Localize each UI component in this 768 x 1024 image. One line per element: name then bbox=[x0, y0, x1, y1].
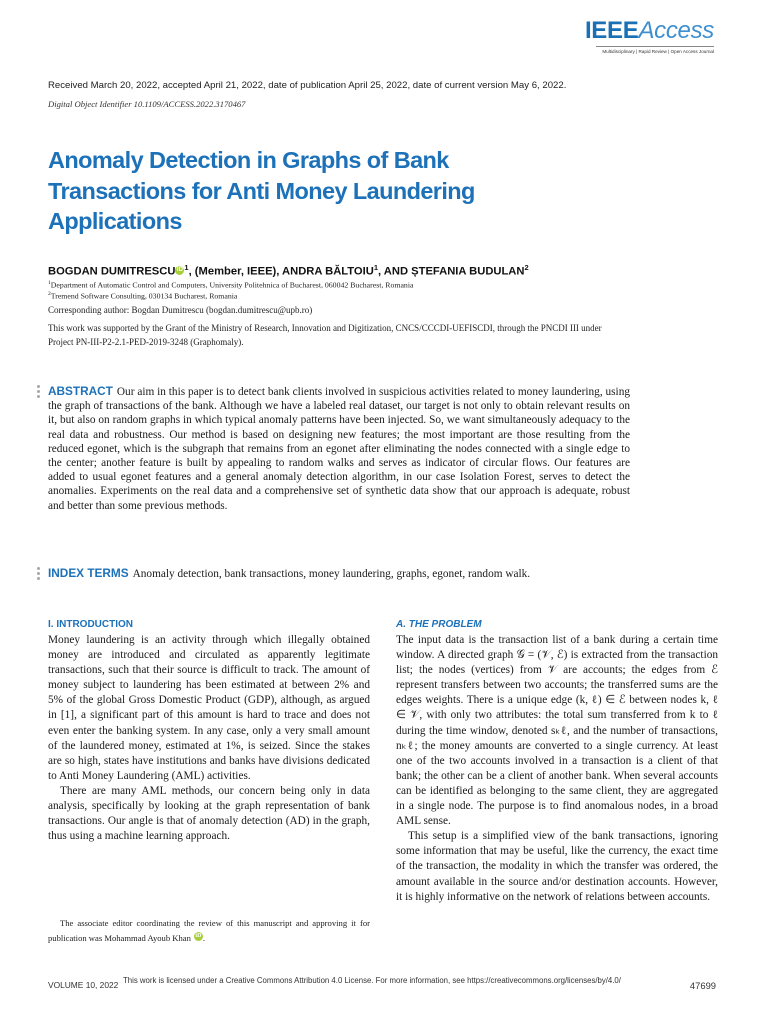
index-terms-text: Anomaly detection, bank transactions, money laundering, graphs, egonet, random walk. bbox=[132, 568, 531, 580]
index-terms bbox=[48, 566, 648, 581]
journal-logo bbox=[585, 18, 714, 54]
affiliation-1-text: Department of Automatic Control and Computers, University Politehnica of Bucharest, 060042 Bucharest, Romania bbox=[50, 280, 414, 290]
author-1-suffix: , (Member, IEEE), ANDRA BĂLTOIU bbox=[188, 265, 374, 278]
right-column bbox=[396, 618, 718, 905]
publication-dates: Received March 20, 2022, accepted April 21, 2022, date of publication April 25, 2022, date of current version May 6, 2022. bbox=[48, 80, 567, 91]
editor-footnote: The associate editor coordinating the review of this manuscript and approving it for publication was Mohammad Ayoub Khan iD . bbox=[48, 918, 370, 943]
logo-access: Access bbox=[638, 17, 714, 44]
author-1-affil: 1 bbox=[184, 263, 189, 272]
affiliation-2-sup: 2 bbox=[48, 291, 51, 297]
doi: Digital Object Identifier 10.1109/ACCESS.2022.3170467 bbox=[48, 99, 246, 109]
orcid-icon[interactable]: iD bbox=[176, 266, 183, 273]
abstract-label: ABSTRACT bbox=[48, 384, 113, 398]
footnote-text: The associate editor coordinating the review of this manuscript and approving it for publication was Mohammad Ayoub Khan bbox=[48, 918, 370, 943]
logo-ieee: IEEE bbox=[584, 17, 639, 44]
left-column bbox=[48, 618, 370, 844]
intro-heading: I. INTRODUCTION bbox=[48, 619, 133, 630]
page-number: 47699 bbox=[689, 980, 716, 991]
footer-volume: VOLUME 10, 2022 bbox=[48, 980, 119, 990]
affiliation-2-text: Tremend Software Consulting, 030134 Bucharest, Romania bbox=[50, 291, 238, 301]
logo-tagline: Multidisciplinary | Rapid Review | Open Access Journal bbox=[602, 49, 714, 54]
logo-wordmark bbox=[585, 18, 714, 44]
problem-heading: A. THE PROBLEM bbox=[396, 619, 482, 630]
intro-paragraph-1: Money laundering is an activity through which illegally obtained money are introduced and circulated as apparently legitimate transactions, such that their source is difficult to track. The amount of money subject to laundering has been estimated at between 2% and 5% of the global Gross Domestic Product (GDP), although, as argued in [1], a significant part of this amount is hard to trace and does not even enter the banking system. In any case, only a very small amount of the laundered money, estimated at 1%, is seized. Since the stakes are so high, states have institutions and banks have divisions dedicated to Anti Money Laundering (AML) activities. bbox=[48, 634, 370, 782]
corresponding-author: Corresponding author: Bogdan Dumitrescu (bogdan.dumitrescu@upb.ro) bbox=[48, 305, 313, 315]
problem-paragraph-1: The input data is the transaction list of a bank during a certain time window. A directed graph 𝒢 = (𝒱, ℰ) is extracted from the transaction list; the nodes (vertices) from 𝒱 are accounts; the edges from ℰ represent transfers between two accounts; the transferred sums are the edges weights. There is a unique edge (k, ℓ) ∈ ℰ between nodes k, ℓ ∈ 𝒱, with only two attributes: the total sum transferred from k to ℓ during the time window, denoted sₖℓ, and the number of transactions, nₖℓ; the money amounts are converted to a single currency. At least one of the two accounts involved in a transaction is a client of that bank; the other can be a client of another bank. When several accounts can be identified as belonging to the same client, they are aggregated in a single node. The purpose is to find anomalous nodes, in a broad AML sense. bbox=[396, 634, 718, 828]
affiliation-2 bbox=[48, 291, 237, 301]
logo-divider bbox=[596, 46, 714, 47]
problem-paragraph-2: This setup is a simplified view of the bank transactions, ignoring some information that may be useful, like the currency, the exact time of the transaction, the modality in which the transfer was ordered, the amount available in the source and/or destination accounts. However, it is highly informative on the network of relations between accounts. bbox=[396, 830, 718, 903]
affiliation-1-sup: 1 bbox=[48, 280, 51, 286]
author-list bbox=[48, 263, 529, 278]
footer-license[interactable]: This work is licensed under a Creative Commons Attribution 4.0 License. For more information, see https://creativecommons.org/licenses/by/4.0/ bbox=[123, 976, 621, 985]
funding-note: This work was supported by the Grant of the Ministry of Research, Innovation and Digitization, CNCS/CCCDI-UEFISCDI, through the PNCDI III under Project PN-III-P2-2.1-PED-2019-3248 (Graphomaly). bbox=[48, 323, 602, 347]
author-3-affil: 2 bbox=[524, 263, 529, 272]
index-terms-label: INDEX TERMS bbox=[48, 566, 129, 580]
author-3: , AND ȘTEFANIA BUDULAN bbox=[378, 265, 525, 278]
abstract bbox=[48, 384, 630, 513]
paper-title: Anomaly Detection in Graphs of Bank Transactions for Anti Money Laundering Applications bbox=[48, 147, 475, 234]
author-1: BOGDAN DUMITRESCU bbox=[48, 265, 176, 278]
index-dots-icon bbox=[37, 567, 41, 582]
abstract-text: Our aim in this paper is to detect bank clients involved in suspicious activities related to money laundering, using the graph of transactions of the bank. Although we have a labeled real dataset, our target is not only to obtain relevant results on it, but also on random graphs in which typical anomaly patterns have been injected. So, we want simultaneously adequacy to the real data and robustness. Our method is based on designing new features; the most important are those resulting from the reduced egonet, which is the subgraph that remains from an egonet after eliminating the nodes connected with a single edge to the center; another feature is built by appealing to random walks and serves as indicator of circular flows. Our features are added to usual egonet features and a general anomaly detection algorithm, in our case Isolation Forest, serves to detect the anomalies. Experiments on the real data and a comprehensive set of synthetic data show that our approach is adequate, robust and better than some previous methods. bbox=[48, 386, 630, 512]
abstract-dots-icon bbox=[37, 385, 41, 400]
orcid-icon[interactable]: iD bbox=[195, 932, 202, 939]
intro-paragraph-2: There are many AML methods, our concern being only in data analysis, specifically by looking at the graph representation of bank transactions. Our angle is that of anomaly detection (AD) in the graph, thus using a machine learning approach. bbox=[48, 784, 370, 843]
affiliation-1 bbox=[48, 280, 413, 290]
author-2-affil: 1 bbox=[373, 263, 378, 272]
